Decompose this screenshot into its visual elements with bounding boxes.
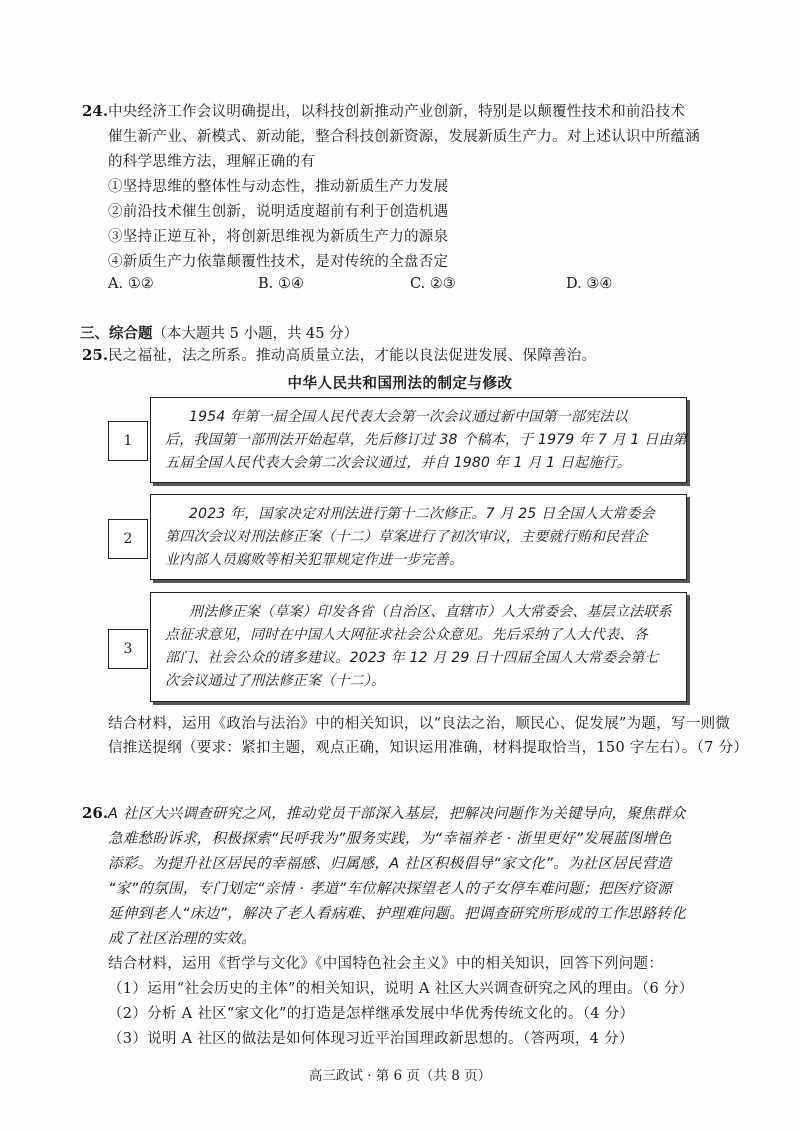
q24-option-b: B. ①④	[258, 276, 304, 292]
q26-prompt: 结合材料，运用《哲学与文化》《中国特色社会主义》中的相关知识，回答下列问题：	[108, 956, 664, 972]
q26-material-line-1: A 社区大兴调查研究之风，推动党员干部深入基层，把解决问题作为关键导向，聚焦群众	[108, 806, 686, 822]
q24-item-4: ④新质生产力依靠颠覆性技术，是对传统的全盘否定	[108, 254, 449, 270]
section-3-title	[80, 322, 358, 343]
section-3-heading: 三、综合题	[80, 325, 153, 342]
q26-material-line-6: 成了社区治理的实效。	[108, 931, 256, 947]
q26-material-line-4: “家”的氛围，专门划定“亲情 · 孝道”车位解决探望老人的子女停车难问题；把医疗资源	[108, 881, 672, 897]
q26-subquestion-3: （3）说明 A 社区的做法是如何体现习近平治国理政新思想的。（答两项，4 分）	[108, 1031, 634, 1047]
material-box-2	[150, 494, 687, 580]
q25-question-line-1: 结合材料，运用《政治与法治》中的相关知识，以“良法之治，顺民心、促发展”为题，写一则微	[108, 716, 731, 732]
q24-stem-line-2: 催生新产业、新模式、新动能，整合科技创新资源，发展新质生产力。对上述认识中所蕴涵	[108, 129, 700, 145]
q24-item-2: ②前沿技术催生创新，说明适度超前有利于创造机遇	[108, 204, 449, 220]
q24-number: 24.	[82, 102, 109, 120]
q25-intro: 民之福祉，法之所系。推动高质量立法，才能以良法促进发展、保障善治。	[108, 348, 597, 364]
q26-material-line-3: 添彩。为提升社区居民的幸福感、归属感，A 社区积极倡导“家文化”。为社区居民营造	[108, 856, 672, 872]
material-box-1-line-2: 后，我国第一部刑法开始起草，先后修订过 38 个稿本，于 1979 年 7 月 1 日由第	[165, 432, 687, 448]
q24-option-d: D. ③④	[566, 276, 613, 292]
material-box-3-line-1: 刑法修正案（草案）印发各省（自治区、直辖市）人大常委会、基层立法联系	[189, 604, 672, 620]
q24-stem-line-1: 中央经济工作会议明确提出，以科技创新推动产业创新，特别是以颠覆性技术和前沿技术	[108, 104, 686, 120]
material-box-3-line-4: 次会议通过了刑法修正案（十二）。	[165, 673, 386, 689]
material-box-2-line-1: 2023 年，国家决定对刑法进行第十二次修正。7 月 25 日全国人大常委会	[189, 506, 655, 522]
q26-number: 26.	[82, 804, 109, 822]
q25-material-title: 中华人民共和国刑法的制定与修改	[287, 376, 513, 392]
material-box-1-line-3: 五届全国人民代表大会第二次会议通过，并自 1980 年 1 月 1 日起施行。	[165, 455, 631, 471]
q26-subquestion-1: （1）运用“社会历史的主体”的相关知识，说明 A 社区大兴调查研究之风的理由。（6 分）	[108, 981, 694, 997]
section-3-note: （本大题共 5 小题，共 45 分）	[152, 326, 359, 342]
material-box-3	[150, 592, 687, 702]
material-box-2-label: 2	[108, 519, 148, 559]
material-box-3-line-3: 部门、社会公众的诸多建议。2023 年 12 月 29 日十四届全国人大常委会第七	[165, 650, 659, 666]
q24-stem-line-3: 的科学思维方法，理解正确的有	[108, 154, 316, 170]
q25-question-line-2: 信推送提纲（要求：紧扣主题，观点正确，知识运用准确，材料提取恰当，150 字左右）。（7 分）	[108, 740, 749, 756]
q25-number: 25.	[82, 346, 109, 364]
material-box-1-line-1: 1954 年第一届全国人民代表大会第一次会议通过新中国第一部宪法以	[189, 409, 628, 425]
material-box-1	[150, 397, 687, 483]
q24-item-3: ③坚持正逆互补，将创新思维视为新质生产力的源泉	[108, 229, 449, 245]
material-box-3-line-2: 点征求意见，同时在中国人大网征求社会公众意见。先后采纳了人大代表、各	[165, 627, 648, 643]
page-footer: 高三政试 · 第 6 页（共 8 页）	[308, 1068, 492, 1084]
material-box-1-label: 1	[108, 421, 148, 461]
q26-subquestion-2: （2）分析 A 社区“家文化”的打造是怎样继承发展中华优秀传统文化的。（4 分）	[108, 1006, 635, 1022]
q24-item-1: ①坚持思维的整体性与动态性，推动新质生产力发展	[108, 179, 449, 195]
q26-material-line-5: 延伸到老人“床边”，解决了老人看病难、护理难问题。把调查研究所形成的工作思路转化	[108, 906, 687, 922]
q24-option-a: A. ①②	[108, 276, 154, 292]
q26-material-line-2: 急难愁盼诉求，积极探索“民呼我为”服务实践，为“幸福养老 · 浙里更好”发展蓝图增色	[108, 831, 672, 847]
q24-option-c: C. ②③	[410, 276, 456, 292]
material-box-2-line-2: 第四次会议对刑法修正案（十二）草案进行了初次审议，主要就行贿和民营企	[165, 529, 648, 545]
material-box-3-label: 3	[108, 629, 148, 669]
material-box-2-line-3: 业内部人员腐败等相关犯罪规定作进一步完善。	[165, 552, 464, 568]
